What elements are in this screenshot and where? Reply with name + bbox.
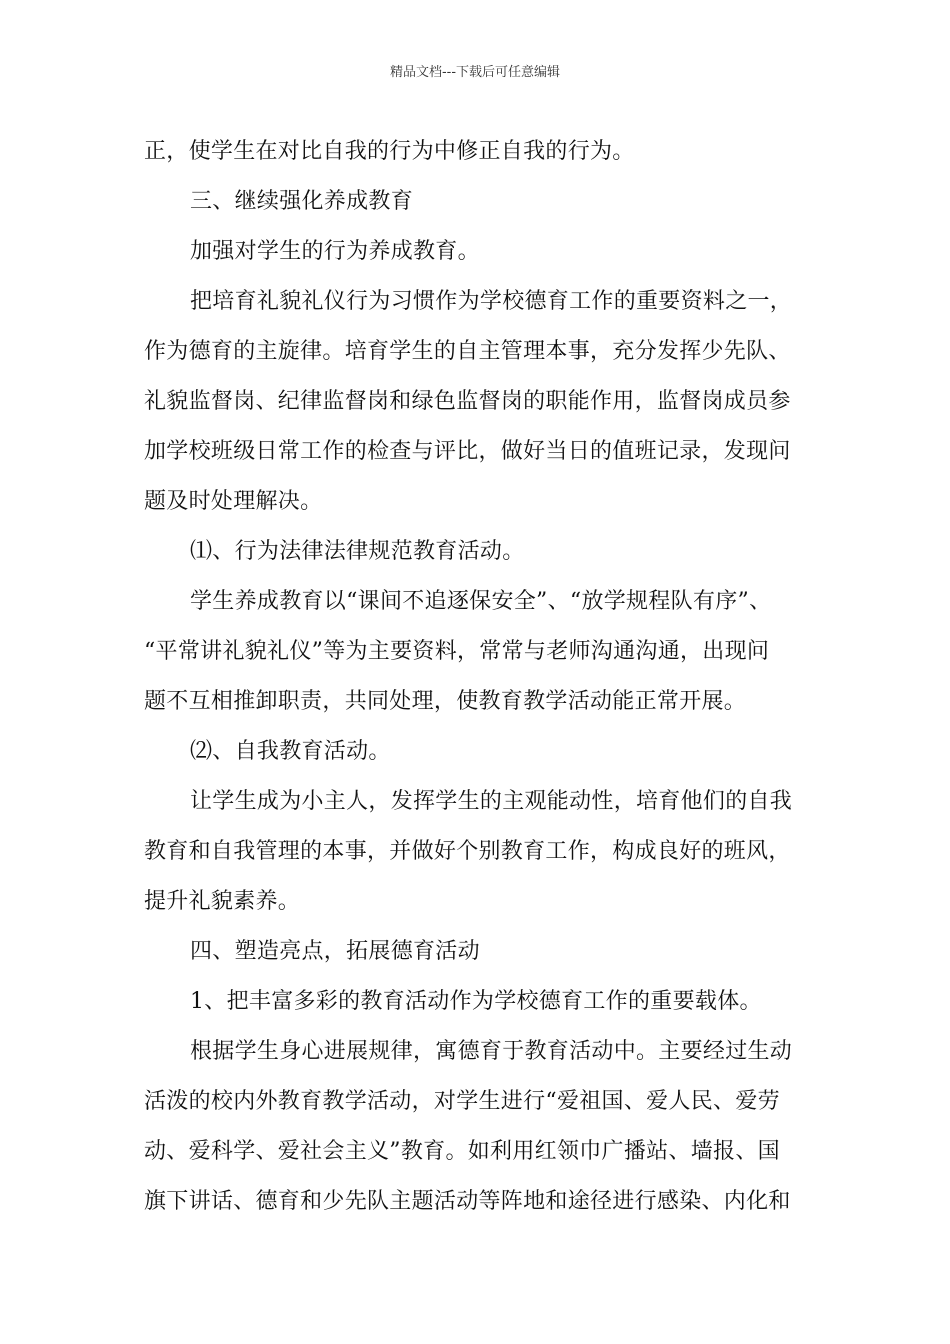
text-line: 题及时处理解决。 xyxy=(144,489,323,514)
subsection-heading: ⑵、自我教育活动。 xyxy=(190,739,391,764)
document-body xyxy=(144,127,824,1227)
text-line: 礼貌监督岗、纪律监督岗和绿色监督岗的职能作用，监督岗成员参 xyxy=(144,389,791,414)
text-line: 让学生成为小主人，发挥学生的主观能动性，培育他们的自我 xyxy=(190,789,793,814)
text-line: 作为德育的主旋律。培育学生的自主管理本事，充分发挥少先队、 xyxy=(144,339,791,364)
text-line: “平常讲礼貌礼仪”等为主要资料，常常与老师沟通沟通，出现问 xyxy=(144,639,770,664)
text-line: 加学校班级日常工作的检查与评比，做好当日的值班记录，发现问 xyxy=(144,439,791,464)
section-heading: 四、塑造亮点，拓展德育活动 xyxy=(190,939,480,964)
section-heading: 三、继续强化养成教育 xyxy=(190,189,414,214)
subsection-heading: 1、把丰富多彩的教育活动作为学校德育工作的重要载体。 xyxy=(190,989,762,1014)
text-line: 根据学生身心进展规律，寓德育于教育活动中。主要经过生动 xyxy=(190,1039,793,1064)
text-line: 加强对学生的行为养成教育。 xyxy=(190,239,480,264)
text-line: 教育和自我管理的本事，并做好个别教育工作，构成良好的班风， xyxy=(144,839,791,864)
text-line: 正，使学生在对比自我的行为中修正自我的行为。 xyxy=(144,139,635,164)
text-line: 旗下讲话、德育和少先队主题活动等阵地和途径进行感染、内化和 xyxy=(144,1189,791,1214)
text-line: 学生养成教育以“课间不追逐保安全”、“放学规程队有序”、 xyxy=(190,589,772,614)
text-line: 题不互相推卸职责，共同处理，使教育教学活动能正常开展。 xyxy=(144,689,747,714)
page-header: 精品文档---下载后可任意编辑 xyxy=(389,65,561,80)
text-line: 动、爱科学、爱社会主义”教育。如利用红领巾广播站、墙报、国 xyxy=(144,1139,780,1164)
text-line: 把培育礼貌礼仪行为习惯作为学校德育工作的重要资料之一， xyxy=(190,289,793,314)
text-line: 活泼的校内外教育教学活动，对学生进行“爱祖国、爱人民、爱劳 xyxy=(144,1089,780,1114)
text-line: 提升礼貌素养。 xyxy=(144,889,301,914)
subsection-heading: ⑴、行为法律法律规范教育活动。 xyxy=(190,539,525,564)
